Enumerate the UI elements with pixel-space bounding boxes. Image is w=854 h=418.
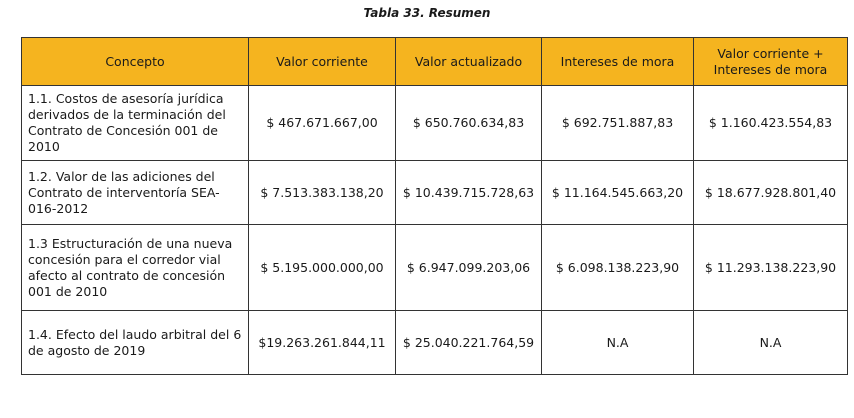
- cell-intereses-mora: $ 11.164.545.663,20: [542, 161, 694, 225]
- table-row: [22, 161, 848, 225]
- cell-concepto: 1.2. Valor de las adiciones del Contrato de interventoría SEA-016-2012: [22, 161, 249, 225]
- cell-valor-corriente: $ 7.513.383.138,20: [249, 161, 396, 225]
- cell-valor-actualizado: $ 6.947.099.203,06: [396, 225, 542, 311]
- cell-intereses-mora: $ 692.751.887,83: [542, 86, 694, 161]
- cell-intereses-mora: N.A: [542, 311, 694, 375]
- cell-valor-actualizado: $ 10.439.715.728,63: [396, 161, 542, 225]
- header-concepto: Concepto: [22, 38, 249, 86]
- cell-valor-actualizado: $ 25.040.221.764,59: [396, 311, 542, 375]
- cell-concepto: 1.4. Efecto del laudo arbitral del 6 de agosto de 2019: [22, 311, 249, 375]
- table-caption: Tabla 33. Resumen: [363, 6, 491, 20]
- summary-table: [21, 37, 848, 375]
- cell-valor-corriente: $19.263.261.844,11: [249, 311, 396, 375]
- cell-valor-actualizado: $ 650.760.634,83: [396, 86, 542, 161]
- header-valor-corriente: Valor corriente: [249, 38, 396, 86]
- cell-valor-corriente: $ 467.671.667,00: [249, 86, 396, 161]
- header-total: Valor corriente + Intereses de mora: [694, 38, 848, 86]
- header-valor-actualizado: Valor actualizado: [396, 38, 542, 86]
- cell-valor-corriente: $ 5.195.000.000,00: [249, 225, 396, 311]
- cell-concepto: 1.3 Estructuración de una nueva concesión para el corredor vial afecto al contrato de concesión 001 de 2010: [22, 225, 249, 311]
- header-row: [22, 38, 848, 86]
- cell-intereses-mora: $ 6.098.138.223,90: [542, 225, 694, 311]
- table-row: [22, 311, 848, 375]
- table-row: [22, 225, 848, 311]
- cell-total: $ 18.677.928.801,40: [694, 161, 848, 225]
- cell-total: $ 1.160.423.554,83: [694, 86, 848, 161]
- cell-total: $ 11.293.138.223,90: [694, 225, 848, 311]
- table-row: [22, 86, 848, 161]
- cell-total: N.A: [694, 311, 848, 375]
- header-intereses-mora: Intereses de mora: [542, 38, 694, 86]
- cell-concepto: 1.1. Costos de asesoría jurídica derivados de la terminación del Contrato de Concesión 001 de 2010: [22, 86, 249, 161]
